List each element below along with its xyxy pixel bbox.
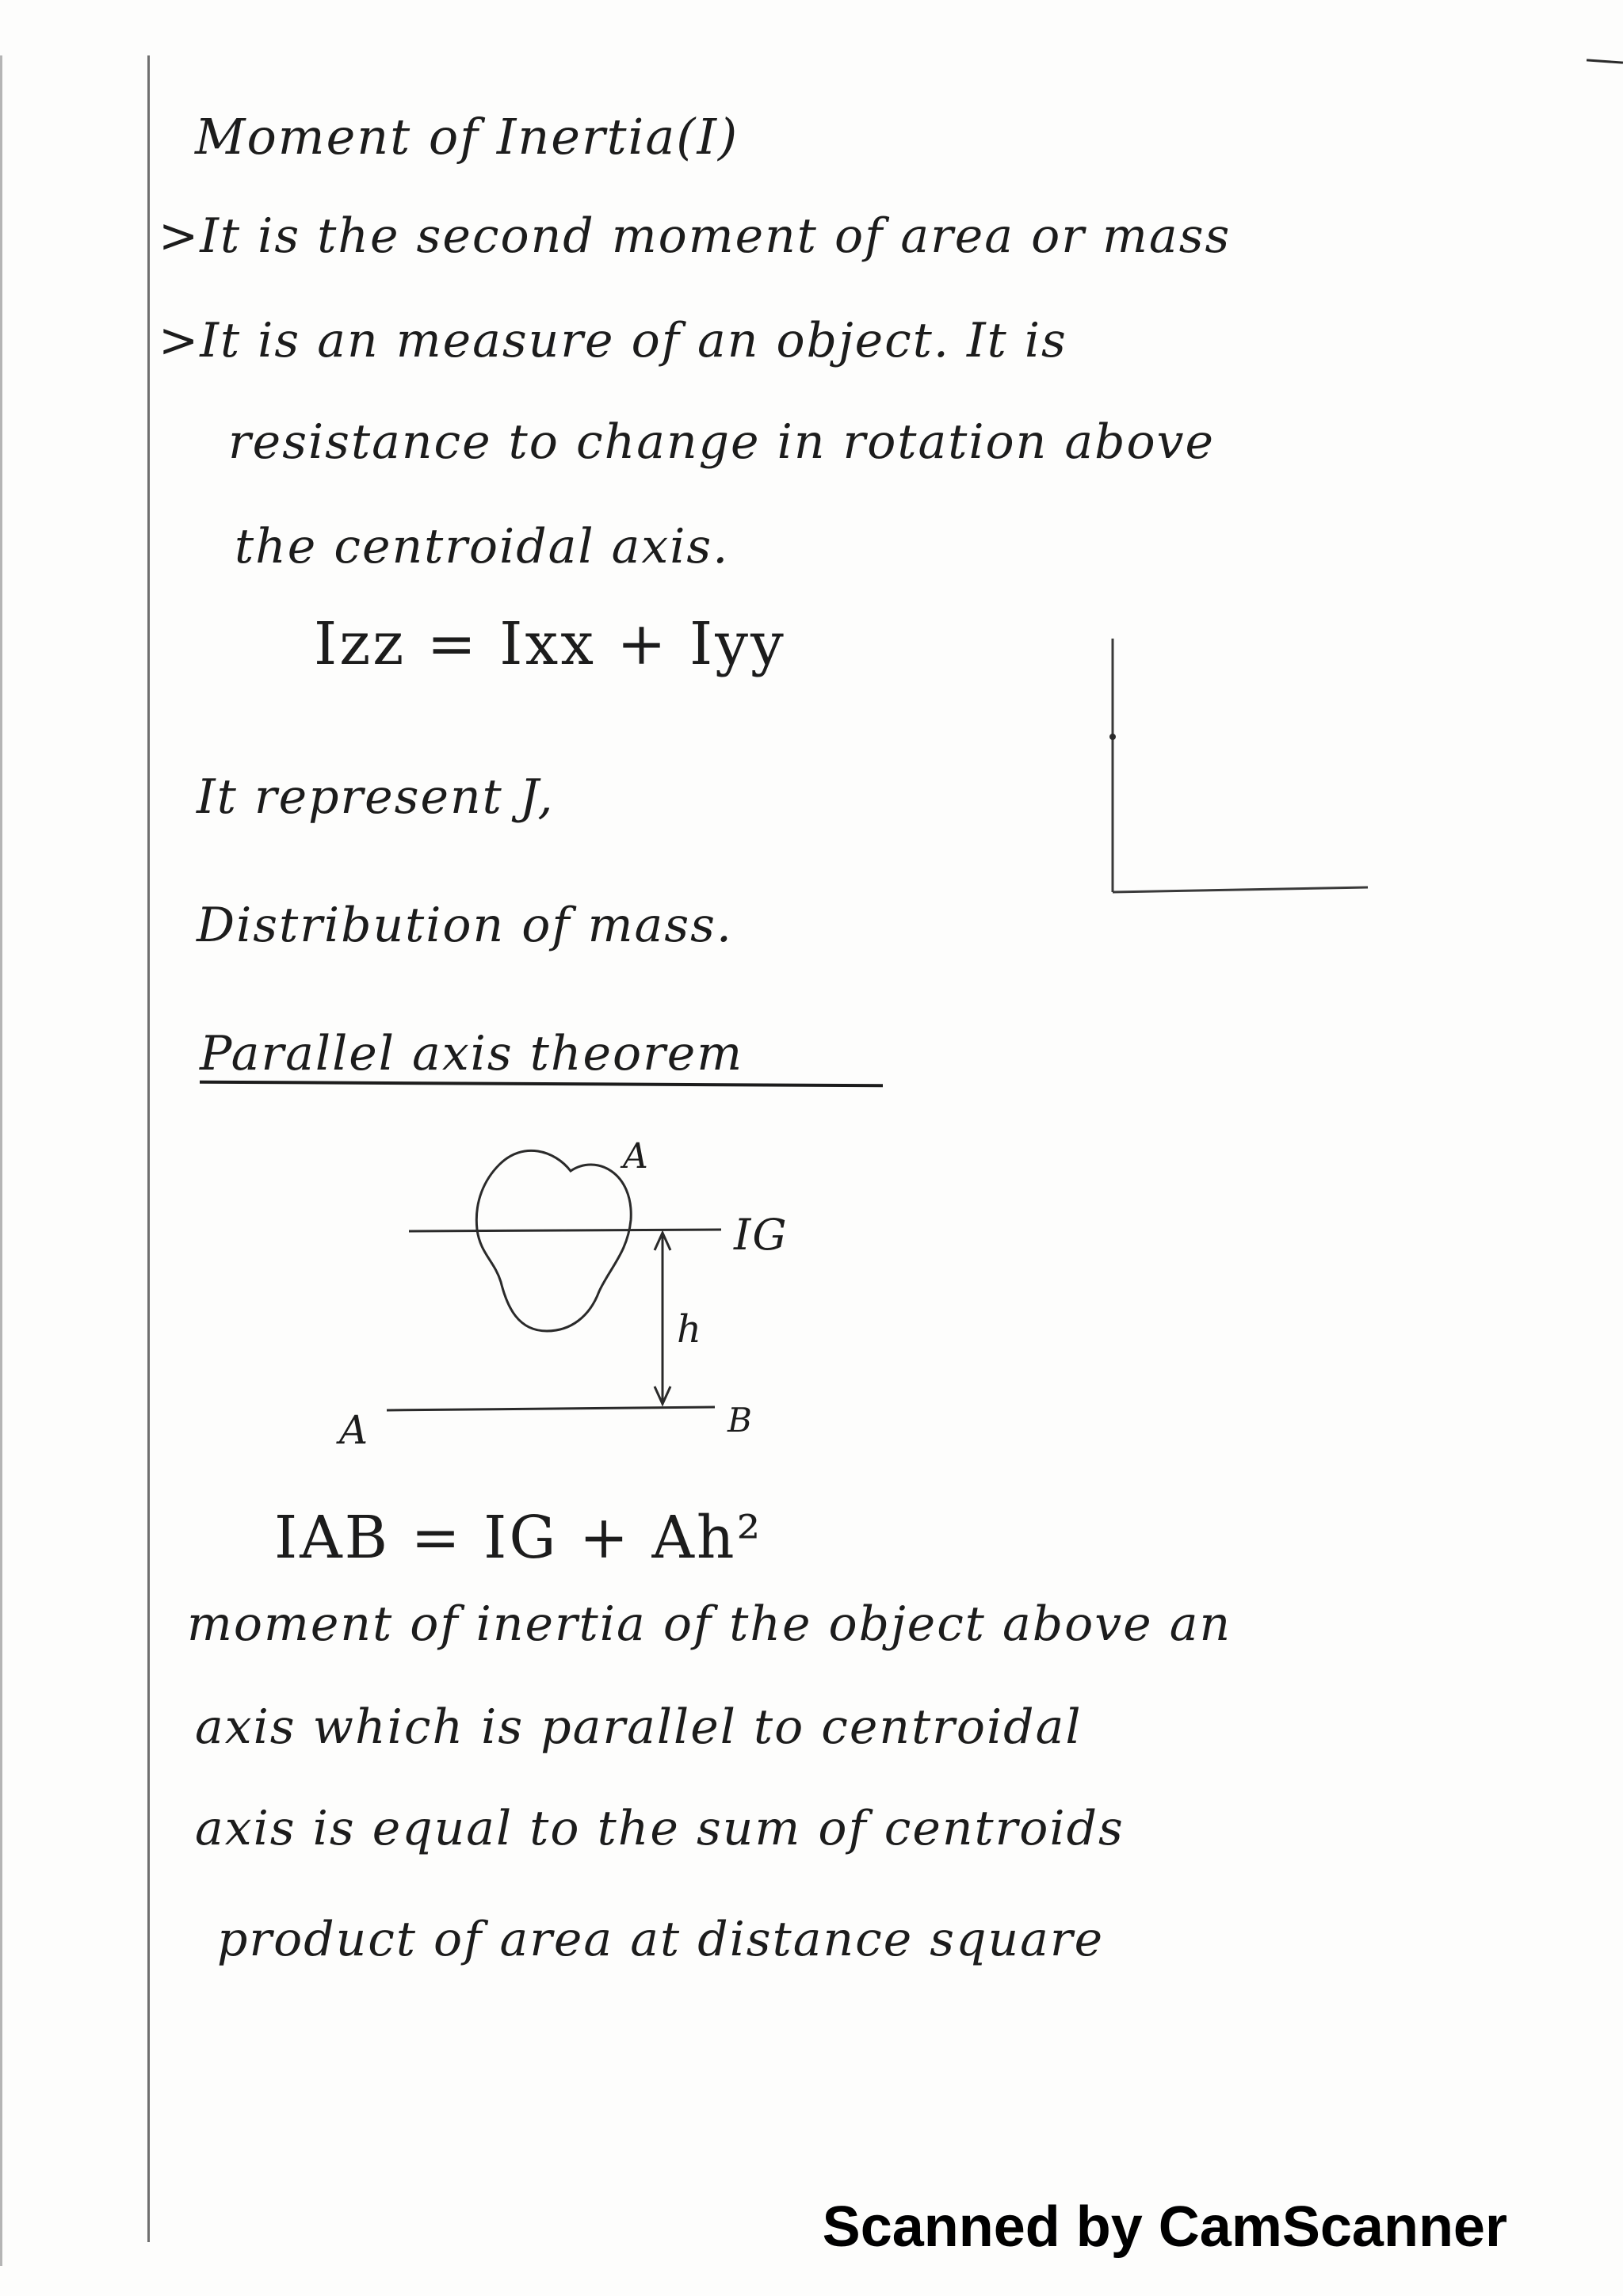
parallel-axis-equation: IAB = IG + Ah² [274, 1504, 763, 1572]
explanation-line-1: moment of inertia of the object above an [187, 1596, 1232, 1652]
label-b: B [727, 1401, 754, 1440]
parallel-axis-line [387, 1407, 715, 1410]
explanation-line-3: axis is equal to the sum of centroids [195, 1801, 1125, 1856]
distribution-line: Distribution of mass. [197, 898, 733, 953]
corner-sketch [1109, 639, 1368, 892]
label-h: h [677, 1307, 703, 1352]
note-line-3: resistance to change in rotation above [228, 414, 1216, 470]
polar-moment-equation: Izz = Ixx + Iyy [314, 610, 786, 678]
note-line-1: >It is the second moment of area or mass [158, 208, 1232, 264]
label-top-a: A [623, 1136, 650, 1177]
note-line-2: >It is an measure of an object. It is [158, 313, 1067, 368]
represent-line: It represent J, [197, 769, 555, 825]
label-ig: IG [734, 1210, 789, 1260]
irregular-area-shape [476, 1150, 631, 1331]
explanation-line-4: product of area at distance square [217, 1912, 1105, 1967]
note-title: Moment of Inertia(I) [195, 108, 739, 166]
distance-arrow [655, 1233, 670, 1404]
explanation-line-2: axis which is parallel to centroidal [195, 1699, 1083, 1755]
note-line-4: the centroidal axis. [235, 519, 730, 574]
centroidal-axis-line [409, 1230, 721, 1231]
label-bottom-a: A [339, 1407, 370, 1453]
parallel-axis-heading: Parallel axis theorem [200, 1026, 744, 1081]
camscanner-watermark: Scanned by CamScanner [822, 2195, 1507, 2259]
